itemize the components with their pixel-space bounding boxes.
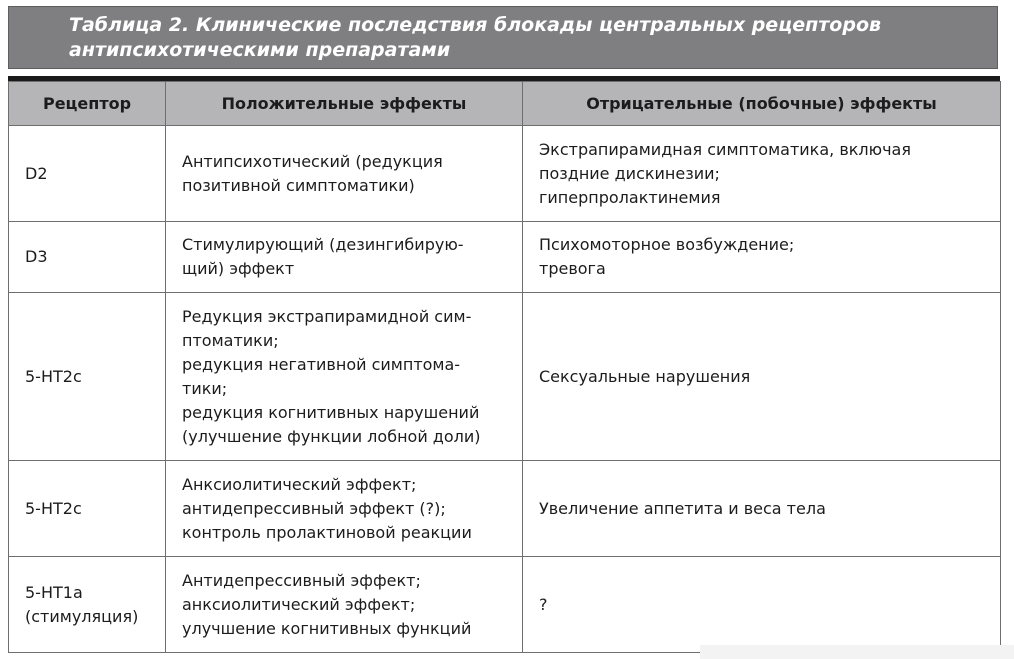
cell-line: Редукция экстрапирамидной сим- xyxy=(182,306,472,326)
positive-effects-cell xyxy=(166,126,523,222)
cell-line: улучшение когнитивных функций xyxy=(182,618,472,638)
positive-effects-cell xyxy=(166,557,523,653)
receptor-text: (стимуляция) xyxy=(25,606,139,626)
positive-effects-cell xyxy=(166,293,523,461)
table-row xyxy=(9,126,1001,222)
bottom-overlay xyxy=(700,645,1014,659)
cell-line: анксиолитический эффект; xyxy=(182,594,416,614)
table-row xyxy=(9,293,1001,461)
cell-line: контроль пролактиновой реакции xyxy=(182,522,472,542)
receptor-effects-table xyxy=(8,81,1001,653)
receptor-cell xyxy=(9,126,166,222)
receptor-text: 5-HT1a xyxy=(25,582,83,602)
header-negative-effects: Отрицательные (побочные) эффекты xyxy=(523,82,1001,126)
cell-line: Сексуальные нарушения xyxy=(539,366,751,386)
cell-line: Увеличение аппетита и веса тела xyxy=(539,498,826,518)
cell-line: (улучшение функции лобной доли) xyxy=(182,426,481,446)
cell-line: Экстрапирамидная симптоматика, включая xyxy=(539,139,911,159)
cell-line: позитивной симптоматики) xyxy=(182,175,415,195)
receptor-text: 5-HT2c xyxy=(25,366,82,386)
cell-line: птоматики; xyxy=(182,330,279,350)
negative-effects-cell xyxy=(523,222,1001,293)
cell-line: Анксиолитический эффект; xyxy=(182,474,417,494)
header-receptor: Рецептор xyxy=(9,82,166,126)
receptor-cell xyxy=(9,557,166,653)
cell-line: Стимулирующий (дезингибирую- xyxy=(182,235,464,254)
positive-effects-cell xyxy=(166,461,523,557)
table-row xyxy=(9,461,1001,557)
cell-line: антидепрессивный эффект (?); xyxy=(182,498,446,518)
cell-line: редукция когнитивных нарушений xyxy=(182,402,480,422)
receptor-cell xyxy=(9,222,166,293)
table-caption-line-1: Таблица 2. Клинические последствия блокады центральных рецепторов xyxy=(69,14,882,36)
table-header-row xyxy=(9,82,1001,126)
cell-line: гиперпролактинемия xyxy=(539,187,721,207)
header-positive-effects: Положительные эффекты xyxy=(166,82,523,126)
cell-line: поздние дискинезии; xyxy=(539,163,720,183)
receptor-text: D3 xyxy=(25,247,48,266)
positive-effects-cell xyxy=(166,222,523,293)
negative-effects-cell xyxy=(523,461,1001,557)
cell-line: щий) эффект xyxy=(182,259,295,278)
cell-line: тики; xyxy=(182,378,228,398)
receptor-cell xyxy=(9,293,166,461)
table-caption-line-2: антипсихотическими препаратами xyxy=(69,39,451,61)
negative-effects-cell xyxy=(523,126,1001,222)
cell-line: Психомоторное возбуждение; xyxy=(539,235,795,254)
receptor-cell xyxy=(9,461,166,557)
table-row xyxy=(9,222,1001,293)
cell-line: редукция негативной симптома- xyxy=(182,354,461,374)
cell-line: ? xyxy=(539,594,548,614)
receptor-text: 5-HT2c xyxy=(25,498,82,518)
receptor-text: D2 xyxy=(25,163,48,183)
cell-line: Антипсихотический (редукция xyxy=(182,151,443,171)
cell-line: тревога xyxy=(539,259,606,278)
negative-effects-cell xyxy=(523,293,1001,461)
table-caption xyxy=(8,6,998,69)
table-row xyxy=(9,557,1001,653)
negative-effects-cell xyxy=(523,557,1001,653)
cell-line: Антидепрессивный эффект; xyxy=(182,570,421,590)
